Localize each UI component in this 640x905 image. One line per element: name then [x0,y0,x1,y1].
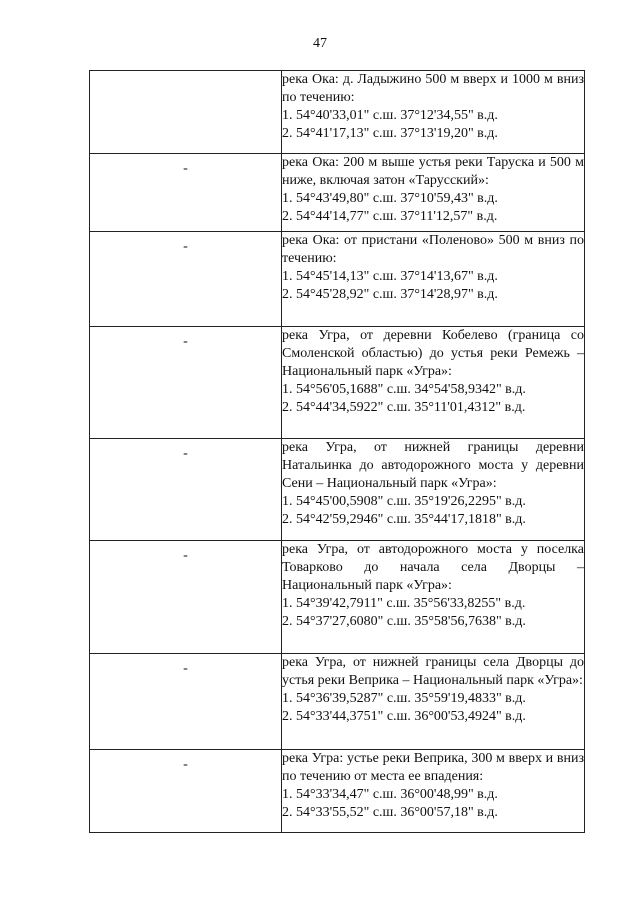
row-marker: - [183,757,188,772]
row-description-cell [282,439,585,541]
coordinate-point: 2. 54°45'28,92" с.ш. 37°14'28,97" в.д. [282,287,498,302]
row-description-cell [282,541,585,654]
river-section-description: река Угра, от нижней границы села Дворцы до устья реки Веприка – Национальный парк «Угра»: [282,655,584,688]
row-marker-cell [90,71,282,154]
row-description-cell [282,750,585,833]
coordinate-point: 2. 54°37'27,6080" с.ш. 35°58'56,7638" в.д. [282,614,526,629]
river-section-description: река Угра, от деревни Кобелево (граница со Смоленской областью) до устья реки Ремежь – Национальный парк «Угра»: [282,328,584,379]
row-description-cell [282,232,585,327]
coordinate-point: 1. 54°56'05,1688" с.ш. 34°54'58,9342" в.д. [282,382,526,397]
table-row [90,541,585,654]
river-section-description: река Угра, от нижней границы деревни Натальинка до автодорожного моста у деревни Сени – Национальный парк «Угра»: [282,440,584,491]
coordinate-point: 1. 54°40'33,01" с.ш. 37°12'34,55" в.д. [282,108,498,123]
row-marker: - [183,161,188,176]
table-row [90,439,585,541]
coordinate-point: 1. 54°43'49,80" с.ш. 37°10'59,43" в.д. [282,191,498,206]
coordinate-point: 2. 54°44'14,77" с.ш. 37°11'12,57" в.д. [282,209,498,224]
table-row [90,327,585,439]
row-description-cell [282,154,585,232]
river-section-description: река Угра, от автодорожного моста у поселка Товарково до начала села Дворцы – Национальный парк «Угра»: [282,542,584,593]
coordinate-point: 2. 54°33'44,3751" с.ш. 36°00'53,4924" в.д. [282,709,526,724]
protected-areas-table [89,70,585,833]
river-section-description: река Угра: устье реки Веприка, 300 м вверх и вниз по течению от места ее впадения: [282,751,584,784]
row-description-cell [282,654,585,750]
table-row [90,232,585,327]
coordinate-point: 2. 54°44'34,5922" с.ш. 35°11'01,4312" в.д. [282,400,526,415]
row-marker-cell [90,541,282,654]
coordinate-point: 1. 54°45'14,13" с.ш. 37°14'13,67" в.д. [282,269,498,284]
row-marker-cell [90,327,282,439]
table-row [90,750,585,833]
row-marker-cell [90,232,282,327]
coordinate-point: 2. 54°42'59,2946" с.ш. 35°44'17,1818" в.д. [282,512,526,527]
coordinate-point: 2. 54°33'55,52" с.ш. 36°00'57,18" в.д. [282,805,498,820]
coordinate-point: 1. 54°45'00,5908" с.ш. 35°19'26,2295" в.д. [282,494,526,509]
row-marker: - [183,446,188,461]
row-description-cell [282,327,585,439]
coordinate-point: 1. 54°33'34,47" с.ш. 36°00'48,99" в.д. [282,787,498,802]
row-marker-cell [90,439,282,541]
river-section-description: река Ока: д. Ладыжино 500 м вверх и 1000 м вниз по течению: [282,72,584,105]
coordinate-point: 1. 54°39'42,7911" с.ш. 35°56'33,8255" в.д. [282,596,526,611]
river-section-description: река Ока: 200 м выше устья реки Таруска и 500 м ниже, включая затон «Тарусский»: [282,155,584,188]
row-marker: - [183,548,188,563]
row-marker: - [183,661,188,676]
coordinate-point: 1. 54°36'39,5287" с.ш. 35°59'19,4833" в.д. [282,691,526,706]
river-section-description: река Ока: от пристани «Поленово» 500 м вниз по течению: [282,233,584,266]
page-number: 47 [313,36,327,51]
row-description-cell [282,71,585,154]
row-marker-cell [90,654,282,750]
table-row [90,71,585,154]
table-row [90,654,585,750]
row-marker: - [183,334,188,349]
table-row [90,154,585,232]
row-marker: - [183,239,188,254]
row-marker-cell [90,154,282,232]
row-marker-cell [90,750,282,833]
coordinate-point: 2. 54°41'17,13" с.ш. 37°13'19,20" в.д. [282,126,498,141]
